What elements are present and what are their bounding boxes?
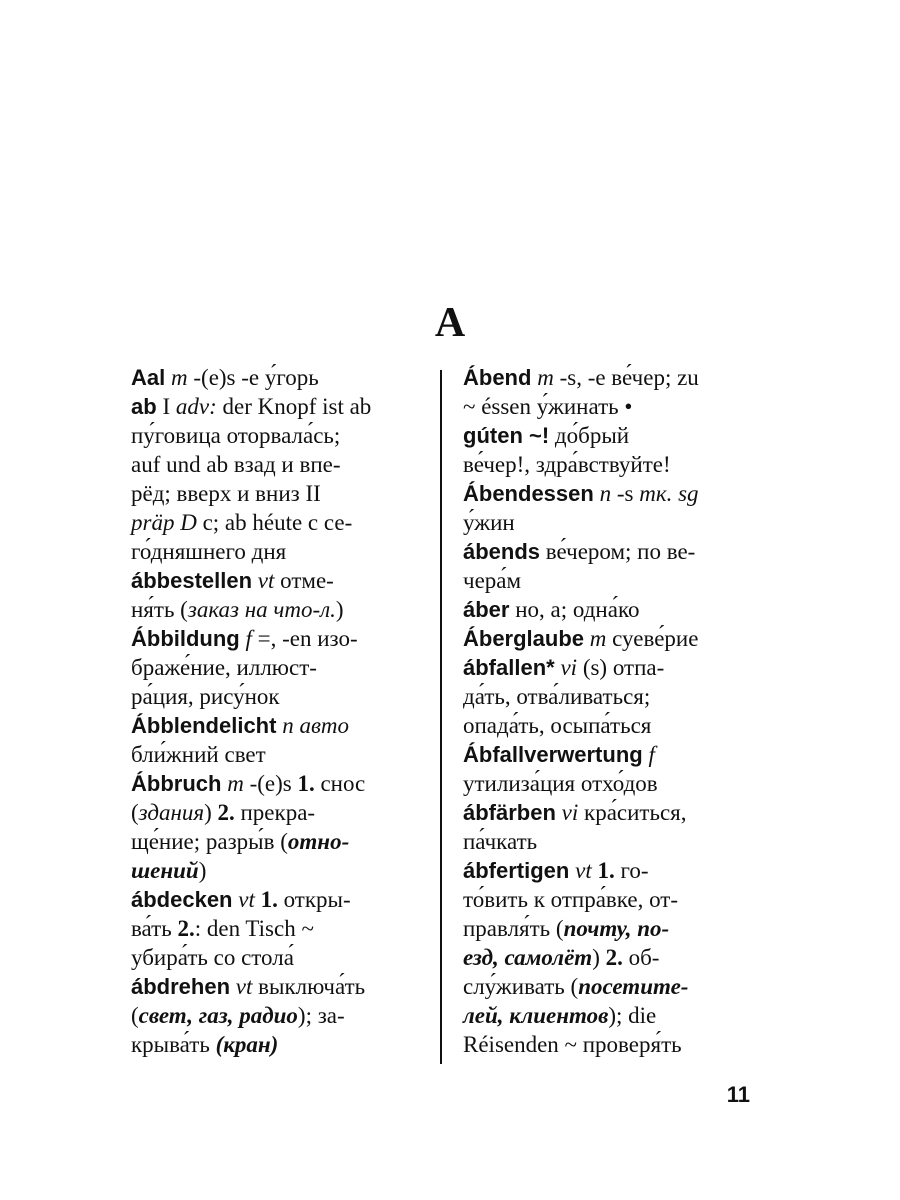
- usage-note: почту, по-: [563, 916, 670, 941]
- headword: áber: [463, 597, 510, 622]
- headword: Ábend: [463, 365, 532, 390]
- headword: ábdrehen: [131, 974, 231, 999]
- grammar-label: m: [171, 365, 188, 390]
- entry-line: чера́м: [463, 568, 522, 593]
- grammar-label: n авто: [282, 713, 350, 738]
- entry-line: [463, 740, 749, 769]
- headword: Aal: [131, 365, 166, 390]
- entry-line: (свет, газ, радио); за-: [131, 1003, 345, 1028]
- sense-number: 2.: [177, 916, 195, 941]
- entry-line: (здания) 2. прекра-: [131, 800, 316, 825]
- headword: Ábfallverwertung: [463, 742, 643, 767]
- headword: ábends: [463, 539, 541, 564]
- headword: Ábbildung: [131, 626, 240, 651]
- grammar-label: f: [648, 742, 655, 767]
- entry-line: го́дняшнего дня: [131, 539, 287, 564]
- headword: ab: [131, 394, 157, 419]
- entry-line: auf und ab взад и впе-: [131, 452, 341, 477]
- entry-line: убира́ть со стола́: [131, 945, 294, 970]
- grammar-label: vi: [560, 655, 578, 680]
- entry-line: браже́ние, иллюст-: [131, 655, 317, 680]
- entry-line: ábdrehen vt выключа́ть: [131, 974, 366, 999]
- entry-line: Áberglaube m суеве́рие: [463, 626, 699, 651]
- grammar-label: vt: [575, 858, 592, 883]
- entry-line: лей, клиентов); die: [463, 1003, 657, 1028]
- entry-line: ~ éssen у́жинать •: [463, 394, 633, 419]
- entry-line: ня́ть (заказ на что-л.): [131, 597, 344, 622]
- entry-line: gúten ~! до́брый: [463, 423, 630, 448]
- sense-number: 2.: [605, 945, 623, 970]
- entry-line: ра́ция, рису́нок: [131, 684, 280, 709]
- usage-note: шений: [131, 858, 199, 883]
- headword: Ábblendelicht: [131, 713, 277, 738]
- entry-line: шений): [131, 858, 207, 883]
- entry-line: пу́говица оторвала́сь;: [131, 423, 341, 448]
- sense-number: 1.: [260, 887, 278, 912]
- headword: ábfertigen: [463, 858, 570, 883]
- entry-line: ве́чер!, здра́вствуйте!: [463, 452, 671, 477]
- headword: ábfallen*: [463, 655, 555, 680]
- usage-note: (кран): [215, 1032, 279, 1057]
- entry-line: рёд; вверх и вниз II: [131, 481, 321, 506]
- entry-line: ab I adv: der Knopf ist ab: [131, 394, 372, 419]
- usage-note: лей, клиентов: [463, 1003, 609, 1028]
- grammar-label: f: [245, 626, 252, 651]
- right-column: [463, 363, 749, 1059]
- grammar-label: тк. sg: [639, 481, 699, 506]
- sense-number: 1.: [597, 858, 615, 883]
- column-divider: [440, 370, 442, 1064]
- entry-line: па́чкать: [463, 829, 538, 854]
- entry-line: áber но, а; одна́ко: [463, 597, 640, 622]
- entry-line: ábfertigen vt 1. го-: [463, 858, 649, 883]
- entry-line: Réisenden ~ проверя́ть: [463, 1032, 682, 1057]
- entry-line: опада́ть, осыпа́ться: [463, 713, 652, 738]
- entry-line: бли́жний свет: [131, 742, 266, 767]
- grammar-label: m: [589, 626, 607, 651]
- entry-line: ábfärben vi кра́ситься,: [463, 800, 687, 825]
- section-letter: A: [434, 300, 466, 346]
- entry-line: Ábbildung f =, -en изо-: [131, 626, 358, 651]
- entry-line: Ábbruch m -(e)s 1. снос: [131, 771, 366, 796]
- usage-note: свет, газ, радио: [138, 1003, 298, 1028]
- grammar-label: m: [227, 771, 244, 796]
- entry-line: Ábend m -s, -e ве́чер; zu: [463, 365, 699, 390]
- grammar-label: präp D: [131, 510, 197, 535]
- entry-line: слу́живать (посетите-: [463, 974, 689, 999]
- left-column: [131, 363, 417, 1059]
- grammar-label: vt: [235, 974, 253, 999]
- grammar-label: n: [599, 481, 612, 506]
- grammar-label: adv:: [175, 394, 217, 419]
- headword: Ábbruch: [131, 771, 222, 796]
- entry-line: езд, самолёт) 2. об-: [463, 945, 660, 970]
- usage-note: отно-: [287, 829, 350, 854]
- grammar-label: vt: [257, 568, 275, 593]
- entry-line: ábdecken vt 1. откры-: [131, 887, 351, 912]
- entry-line: ábfallen* vi (s) отпа-: [463, 655, 665, 680]
- headword: ábdecken: [131, 887, 233, 912]
- entry-line: ва́ть 2.: den Tisch ~: [131, 916, 314, 941]
- headword: Ábendessen: [463, 481, 594, 506]
- headword: ábbestellen: [131, 568, 253, 593]
- usage-note: заказ на что-л.: [187, 597, 336, 622]
- headword: ábfärben: [463, 800, 556, 825]
- sense-number: 2.: [217, 800, 235, 825]
- sense-number: 1.: [297, 771, 315, 796]
- entry-line: утилиза́ция отхо́дов: [463, 771, 658, 796]
- entry-line: [131, 711, 417, 740]
- grammar-label: m: [537, 365, 554, 390]
- grammar-label: vi: [561, 800, 579, 825]
- entry-line: ще́ние; разры́в (отно-: [131, 829, 350, 854]
- entry-line: ábends ве́чером; по ве-: [463, 539, 696, 564]
- entry-line: Ábendessen n -s тк. sg: [463, 481, 699, 506]
- usage-note: здания: [138, 800, 205, 825]
- usage-note: посетите-: [578, 974, 689, 999]
- entry-line: präp D с; ab héute с се-: [131, 510, 353, 535]
- entry-line: да́ть, отва́ливаться;: [463, 684, 651, 709]
- page-number: 11: [726, 1082, 750, 1107]
- entry-line: то́вить к отпра́вке, от-: [463, 887, 678, 912]
- entry-line: правля́ть (почту, по-: [463, 916, 670, 941]
- entry-line: Aal m -(e)s -e у́горь: [131, 365, 319, 390]
- entry-line: у́жин: [463, 510, 515, 535]
- grammar-label: vt: [238, 887, 255, 912]
- headword: gúten ~!: [463, 423, 550, 448]
- entry-line: крыва́ть (кран): [131, 1032, 279, 1057]
- usage-note: езд, самолёт: [463, 945, 593, 970]
- entry-line: ábbestellen vt отме-: [131, 568, 334, 593]
- headword: Áberglaube: [463, 626, 585, 651]
